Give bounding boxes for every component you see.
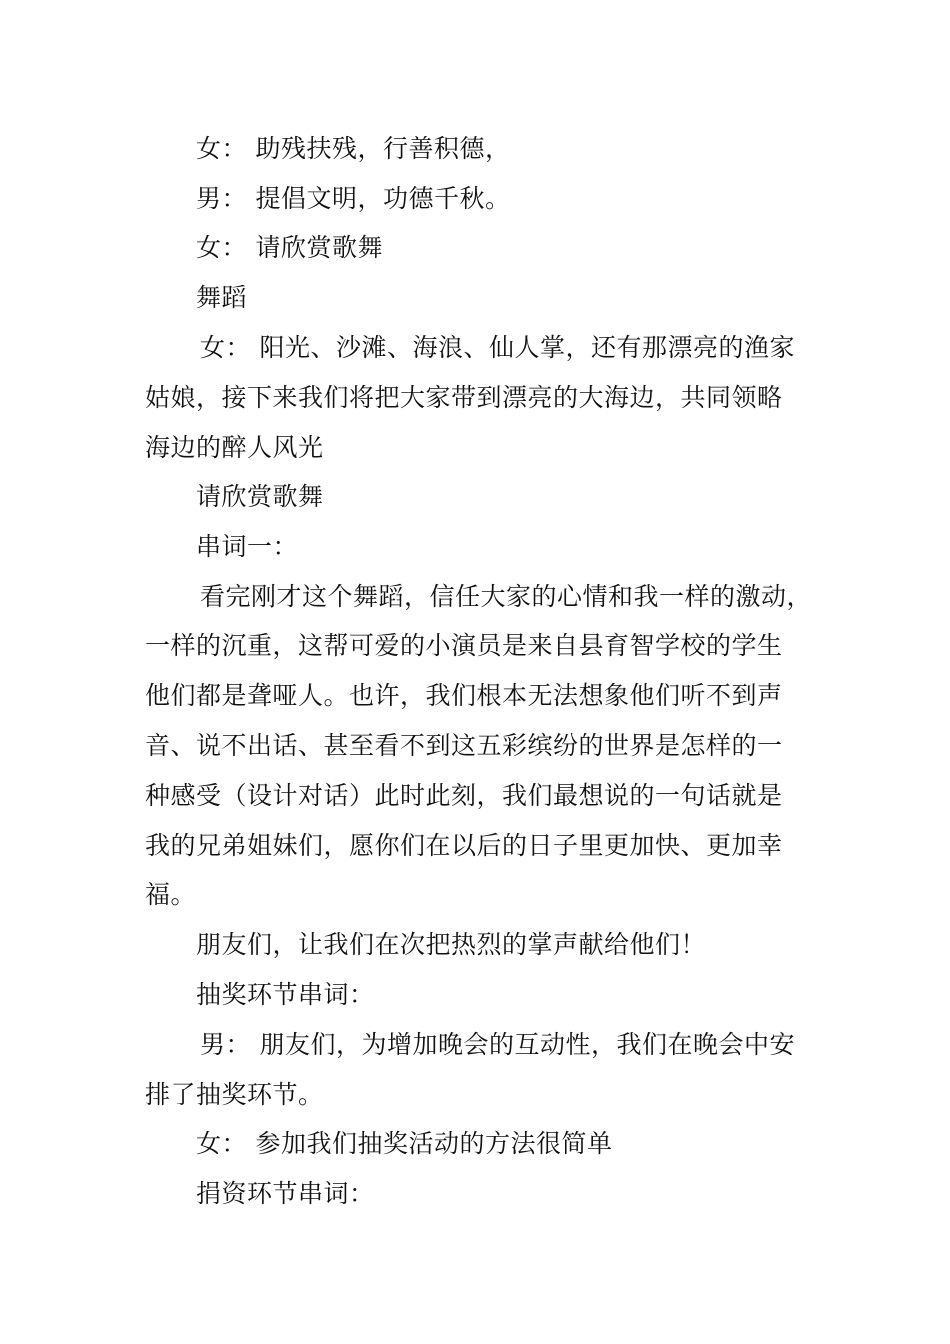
- text-line: 女： 助残扶残，行善积德，: [196, 134, 511, 163]
- text-line: 我的兄弟姐妹们，愿你们在以后的日子里更加快、更加幸: [145, 831, 783, 860]
- text-line: 舞蹈: [196, 283, 248, 312]
- text-line: 朋友们，让我们在次把热烈的掌声献给他们！: [196, 930, 707, 959]
- text-line: 请欣赏歌舞: [196, 482, 324, 511]
- text-line: 串词一：: [196, 532, 299, 561]
- text-line: 音、说不出话、甚至看不到这五彩缤纷的世界是怎样的一: [145, 731, 783, 760]
- text-line: 一样的沉重，这帮可爱的小演员是来自县育智学校的学生: [145, 631, 783, 660]
- text-line: 女： 阳光、沙滩、海浪、仙人掌，还有那漂亮的渔家: [200, 333, 795, 362]
- text-line: 看完刚才这个舞蹈，信任大家的心情和我一样的激动，: [200, 582, 813, 611]
- text-line: 他们都是聋哑人。也许，我们根本无法想象他们听不到声: [145, 681, 783, 710]
- text-line: 抽奖环节串词：: [196, 980, 375, 1009]
- text-line: 种感受（设计对话）此时此刻，我们最想说的一句话就是: [145, 781, 783, 810]
- text-line: 捐资环节串词：: [196, 1179, 375, 1208]
- text-line: 女： 请欣赏歌舞: [196, 233, 383, 262]
- text-line: 姑娘，接下来我们将把大家带到漂亮的大海边，共同领略: [145, 383, 783, 412]
- text-line: 男： 朋友们，为增加晚会的互动性，我们在晚会中安: [200, 1030, 795, 1059]
- text-line: 女： 参加我们抽奖活动的方法很简单: [196, 1129, 613, 1158]
- text-line: 排了抽奖环节。: [145, 1080, 324, 1109]
- text-line: 男： 提倡文明，功德千秋。: [196, 184, 511, 213]
- text-line: 福。: [145, 880, 197, 909]
- text-line: 海边的醉人风光: [145, 433, 324, 462]
